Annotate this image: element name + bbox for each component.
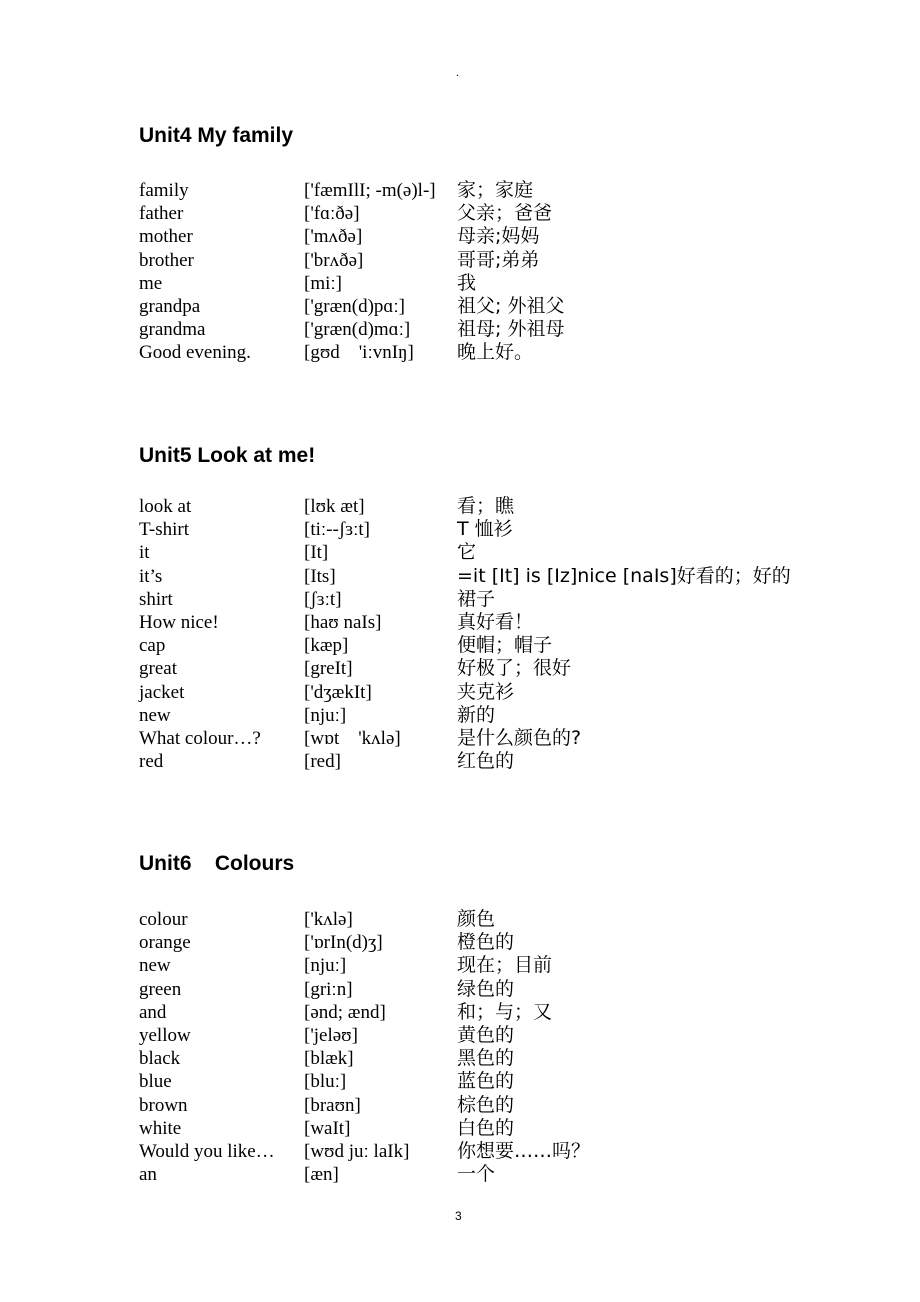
vocab-ipa: [Its] — [304, 565, 336, 587]
vocab-meaning: 我 — [457, 271, 477, 294]
vocab-row — [139, 1001, 590, 1024]
vocab-row — [139, 1047, 590, 1070]
vocab-ipa: [njuː] — [304, 955, 347, 977]
vocab-ipa: [wʊd juː laIk] — [304, 1140, 410, 1162]
vocab-word: brown — [139, 1094, 188, 1116]
vocab-meaning: 晚上好。 — [457, 341, 534, 364]
vocab-row — [139, 750, 791, 773]
vocab-row — [139, 495, 791, 518]
vocab-word: green — [139, 978, 182, 1000]
vocab-meaning: 和；与；又 — [457, 1000, 553, 1023]
vocab-word: orange — [139, 932, 191, 954]
vocab-meaning: 新的 — [457, 703, 496, 726]
vocab-ipa: [ənd; ænd] — [304, 1001, 386, 1023]
vocab-row — [139, 1163, 590, 1186]
vocab-meaning: 你想要……吗？ — [457, 1139, 591, 1162]
vocab-word: colour — [139, 909, 188, 930]
vocab-row — [139, 341, 564, 364]
vocab-meaning: 黑色的 — [457, 1047, 515, 1070]
vocab-ipa: ['græn(d)pɑː] — [304, 295, 405, 317]
unit-4-section — [139, 122, 859, 364]
vocab-word: red — [139, 751, 164, 773]
vocab-list — [139, 179, 564, 365]
unit-title: Unit5 Look at me! — [139, 444, 316, 467]
vocab-meaning: 便帽；帽子 — [457, 634, 553, 657]
vocab-row — [139, 1024, 590, 1047]
vocab-word: Would you like… — [139, 1140, 275, 1162]
vocab-ipa: ['kʌlə] — [304, 909, 353, 930]
vocab-word: me — [139, 272, 163, 294]
vocab-meaning: 绿色的 — [457, 977, 515, 1000]
vocab-meaning: 现在；目前 — [457, 954, 553, 977]
unit-title: Unit4 My family — [139, 124, 294, 147]
vocab-row — [139, 681, 791, 704]
vocab-meaning: 蓝色的 — [457, 1070, 515, 1093]
vocab-word: it’s — [139, 565, 163, 587]
vocab-ipa: [wɒt 'kʌlə] — [304, 727, 401, 749]
vocab-ipa: [kæp] — [304, 635, 349, 657]
vocab-row — [139, 1117, 590, 1140]
vocab-word: jacket — [139, 681, 185, 703]
vocab-ipa: [njuː] — [304, 704, 347, 726]
vocab-meaning: 橙色的 — [457, 931, 515, 954]
header-dot: . — [456, 65, 459, 79]
vocab-row — [139, 272, 564, 295]
vocab-ipa: [red] — [304, 751, 341, 773]
vocab-meaning: 哥哥;弟弟 — [457, 248, 540, 271]
vocab-meaning: 父亲；爸爸 — [457, 202, 553, 225]
vocab-meaning: 它 — [457, 541, 477, 564]
vocab-meaning: 一个 — [457, 1163, 496, 1186]
vocab-meaning: 红色的 — [457, 750, 515, 773]
vocab-ipa: [bluː] — [304, 1071, 347, 1093]
vocab-row — [139, 541, 791, 564]
vocab-word: shirt — [139, 588, 173, 610]
vocab-meaning: 真好看！ — [457, 610, 534, 633]
vocab-ipa: ['græn(d)mɑː] — [304, 319, 411, 341]
vocab-list — [139, 495, 791, 773]
vocab-word: cap — [139, 635, 166, 657]
vocab-row — [139, 611, 791, 634]
vocab-word: T-shirt — [139, 519, 189, 541]
vocab-meaning: 祖母; 外祖母 — [457, 318, 565, 341]
vocab-meaning: 夹克衫 — [457, 680, 515, 703]
unit-5-section — [139, 442, 859, 773]
vocab-ipa: [greIt] — [304, 658, 353, 680]
vocab-list — [139, 908, 590, 1186]
vocab-word: an — [139, 1164, 157, 1186]
vocab-meaning: 黄色的 — [457, 1023, 515, 1046]
vocab-row — [139, 318, 564, 341]
vocab-word: What colour…? — [139, 727, 261, 749]
vocab-row — [139, 295, 564, 318]
vocab-ipa: [haʊ naIs] — [304, 611, 382, 633]
vocab-row — [139, 1070, 590, 1093]
vocab-row — [139, 954, 590, 977]
vocab-word: mother — [139, 226, 193, 248]
vocab-ipa: [braʊn] — [304, 1094, 361, 1116]
vocab-row — [139, 978, 590, 1001]
vocab-ipa: [miː] — [304, 272, 342, 294]
vocab-row — [139, 634, 791, 657]
vocab-ipa: ['ɒrIn(d)ʒ] — [304, 932, 383, 954]
vocab-word: it — [139, 542, 150, 564]
vocab-ipa: ['dʒækIt] — [304, 681, 372, 703]
vocab-row — [139, 249, 564, 272]
vocab-row — [139, 225, 564, 248]
vocab-meaning: T 恤衫 — [457, 518, 513, 541]
vocab-ipa: ['jeləʊ] — [304, 1024, 358, 1046]
vocab-word: look at — [139, 496, 192, 517]
vocab-word: white — [139, 1117, 182, 1139]
vocab-row — [139, 908, 590, 931]
vocab-word: black — [139, 1048, 181, 1070]
vocab-word: yellow — [139, 1024, 191, 1046]
vocab-ipa: [griːn] — [304, 978, 353, 1000]
vocab-ipa: [waIt] — [304, 1117, 351, 1139]
vocab-meaning: 是什么颜色的? — [457, 726, 582, 749]
vocab-ipa: [ʃɜːt] — [304, 588, 342, 610]
vocab-row — [139, 565, 791, 588]
vocab-word: Good evening. — [139, 342, 251, 364]
vocab-meaning: 裙子 — [457, 587, 496, 610]
vocab-meaning: 祖父; 外祖父 — [457, 294, 565, 317]
vocab-row — [139, 727, 791, 750]
vocab-meaning: 棕色的 — [457, 1093, 515, 1116]
vocab-ipa: [æn] — [304, 1164, 339, 1186]
vocab-row — [139, 1140, 590, 1163]
vocab-ipa: [It] — [304, 542, 329, 564]
vocab-ipa: ['brʌðə] — [304, 249, 364, 271]
vocab-row — [139, 704, 791, 727]
vocab-ipa: [tiː--ʃɜːt] — [304, 519, 371, 541]
vocab-row — [139, 931, 590, 954]
vocab-row — [139, 202, 564, 225]
vocab-word: blue — [139, 1071, 172, 1093]
vocab-ipa: ['mʌðə] — [304, 226, 363, 248]
vocab-word: grandpa — [139, 295, 201, 317]
vocab-row — [139, 657, 791, 680]
vocab-ipa: [gʊd 'iːvnIŋ] — [304, 342, 414, 364]
vocab-row — [139, 518, 791, 541]
unit-title: Unit6 Colours — [139, 852, 295, 875]
vocab-ipa: ['fɑːðə] — [304, 203, 360, 225]
vocab-word: family — [139, 180, 189, 201]
page-number: 3 — [455, 1209, 462, 1223]
vocab-meaning: 母亲;妈妈 — [457, 225, 540, 248]
vocab-word: new — [139, 955, 171, 977]
vocab-word: new — [139, 704, 171, 726]
vocab-word: brother — [139, 249, 194, 271]
unit-6-section — [139, 850, 859, 1186]
vocab-meaning: 家；家庭 — [457, 179, 534, 201]
vocab-word: and — [139, 1001, 167, 1023]
vocab-meaning: 白色的 — [457, 1116, 515, 1139]
vocab-word: How nice! — [139, 611, 219, 633]
vocab-meaning: 看；瞧 — [457, 495, 515, 517]
vocab-row — [139, 179, 564, 202]
vocab-meaning: 颜色 — [457, 908, 496, 930]
vocab-word: grandma — [139, 319, 206, 341]
vocab-word: great — [139, 658, 177, 680]
vocab-row — [139, 588, 791, 611]
vocab-ipa: [lʊk æt] — [304, 496, 365, 517]
vocab-meaning: =it [It] is [Iz]nice [naIs]好看的；好的 — [457, 564, 791, 587]
vocab-ipa: ['fæmIlI; -m(ə)l-] — [304, 180, 436, 201]
vocab-row — [139, 1094, 590, 1117]
vocab-ipa: [blæk] — [304, 1048, 354, 1070]
vocab-meaning: 好极了；很好 — [457, 657, 572, 680]
vocab-word: father — [139, 203, 184, 225]
